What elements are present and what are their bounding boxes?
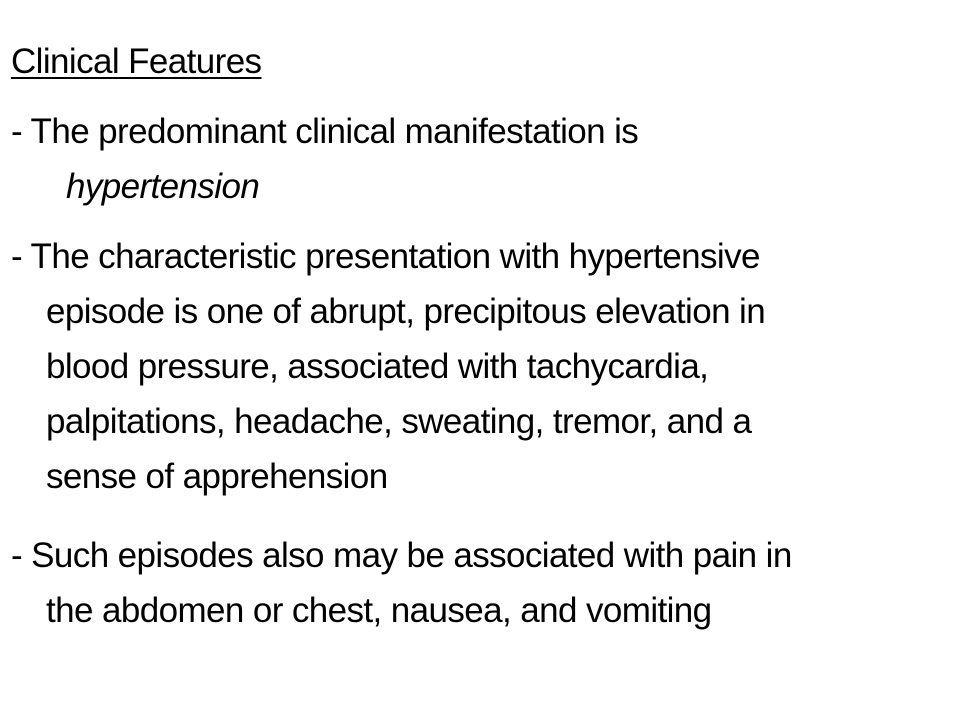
bullet-2-line-2: episode is one of abrupt, precipitous elevation in <box>46 292 766 331</box>
bullet-2-line-1: - The characteristic presentation with hypertensive <box>11 237 760 276</box>
bullet-3-line-2: the abdomen or chest, nausea, and vomiting <box>46 591 712 630</box>
bullet-2-line-4: palpitations, headache, sweating, tremor, and a <box>46 402 752 441</box>
bullet-2-line-3: blood pressure, associated with tachycardia, <box>46 347 709 386</box>
bullet-1-line-2: hypertension <box>66 167 260 206</box>
bullet-1-line-1: - The predominant clinical manifestation is <box>11 112 639 151</box>
bullet-2-line-5: sense of apprehension <box>46 457 388 496</box>
slide-heading: Clinical Features <box>11 42 262 81</box>
bullet-3-line-1: - Such episodes also may be associated with pain in <box>11 536 792 575</box>
